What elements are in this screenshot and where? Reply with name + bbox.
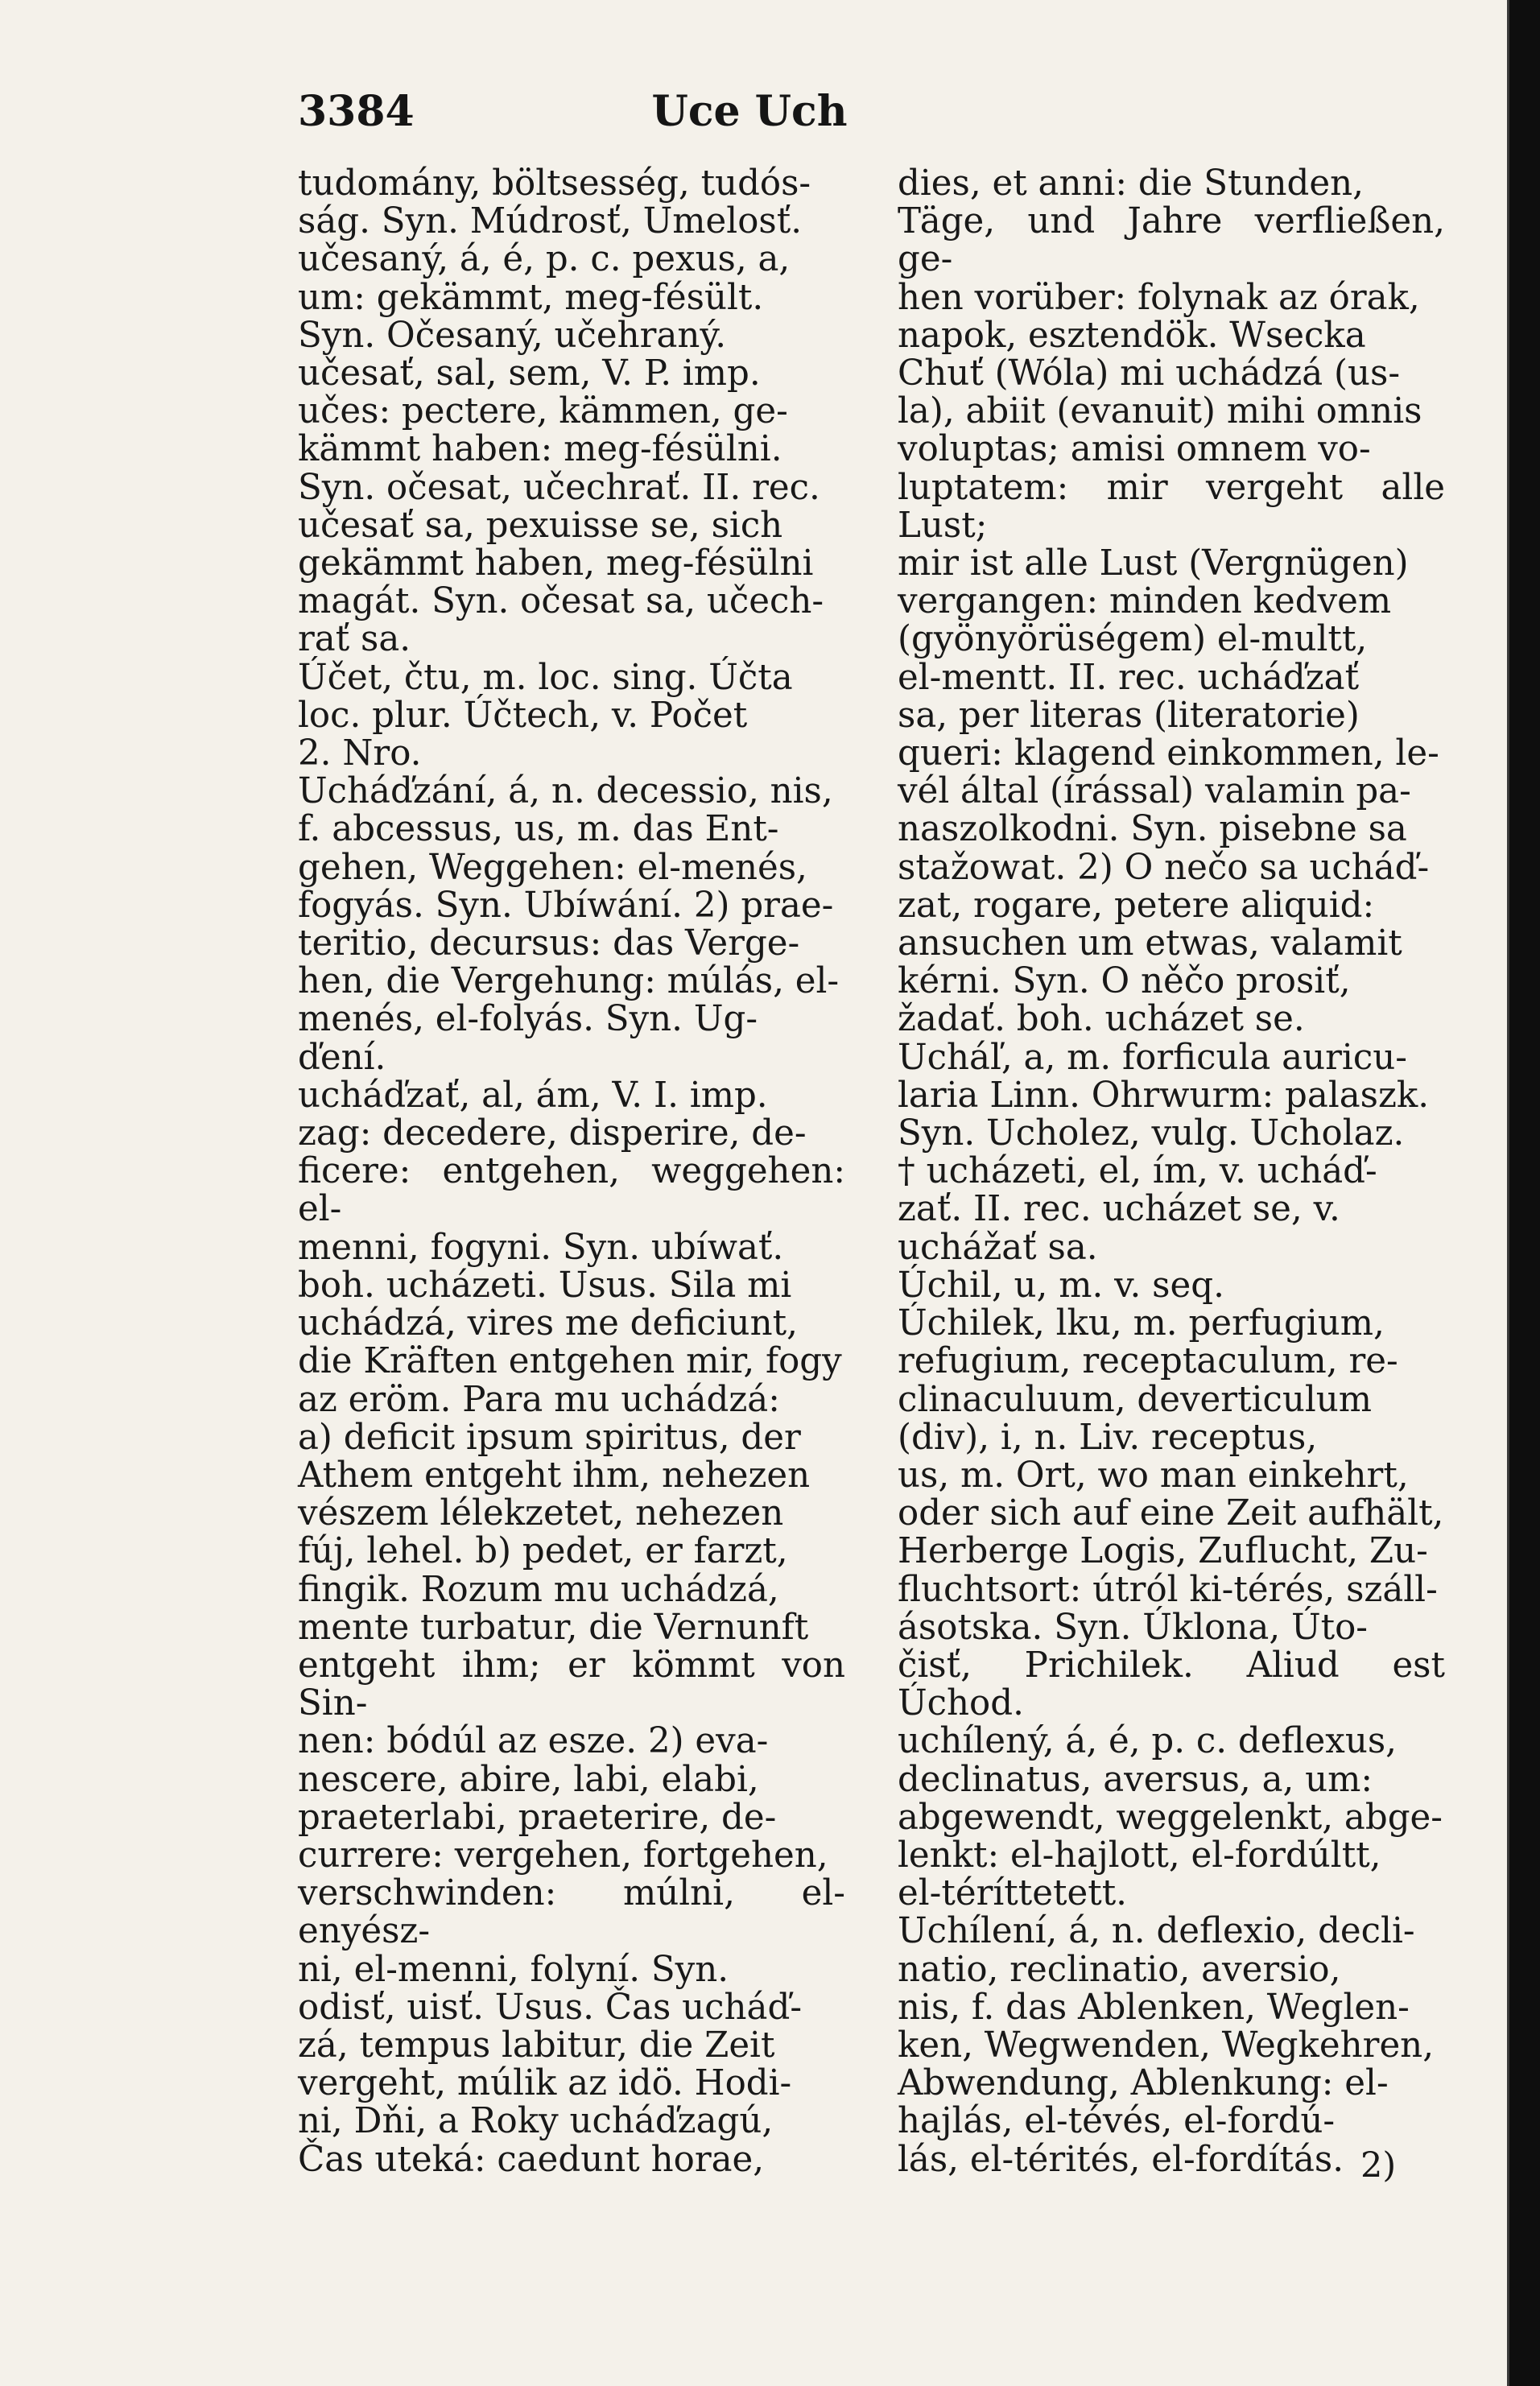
text-line: mente turbatur, die Vernunft: [298, 1607, 809, 1648]
text-line: žadať. boh. ucházet se.: [898, 999, 1305, 1040]
text-line: f. abcessus, us, m. das Ent-: [298, 809, 779, 850]
text-line: verschwinden: múlni, el-enyész-: [298, 1873, 845, 1952]
text-line: fingik. Rozum mu uchádzá,: [298, 1569, 779, 1610]
page-header: [298, 87, 1201, 143]
text-line: (div), i, n. Liv. receptus,: [898, 1417, 1318, 1458]
text-line: hen vorüber: folynak az órak,: [898, 277, 1420, 318]
text-line: stažowat. 2) O nečo sa ucháď-: [898, 847, 1430, 888]
text-line: la), abiit (evanuit) mihi omnis: [898, 391, 1422, 432]
text-line: mir ist alle Lust (Vergnügen): [898, 543, 1409, 584]
text-line: Syn. Ucholez, vulg. Ucholaz.: [898, 1113, 1405, 1154]
catchword: 2): [1360, 2145, 1397, 2186]
text-line: † ucházeti, el, ím, v. ucháď-: [898, 1151, 1377, 1192]
text-line: ásotska. Syn. Úklona, Úto-: [898, 1607, 1369, 1648]
text-line: natio, reclinatio, aversio,: [898, 1949, 1341, 1990]
text-line: Chuť (Wóla) mi uchádzá (us-: [898, 353, 1401, 394]
text-line: vergeht, múlik az idö. Hodi-: [298, 2063, 792, 2104]
text-line: kérni. Syn. O něčo prosiť,: [898, 961, 1351, 1002]
text-line: magát. Syn. očesat sa, učech-: [298, 581, 824, 622]
text-line: fluchtsort: útról ki-térés, száll-: [898, 1569, 1438, 1610]
text-line: gekämmt haben, meg-fésülni: [298, 543, 814, 584]
page-edge-dark: [1507, 0, 1540, 2386]
text-line: zá, tempus labitur, die Zeit: [298, 2025, 775, 2066]
running-head: Uce Uch: [651, 87, 848, 136]
text-line: napok, esztendök. Wsecka: [898, 315, 1366, 356]
text-line: Herberge Logis, Zuflucht, Zu-: [898, 1531, 1428, 1572]
text-line: nescere, abire, labi, elabi,: [298, 1759, 759, 1800]
text-line: odisť, uisť. Usus. Čas ucháď-: [298, 1987, 803, 2028]
text-line: el-téríttetett.: [898, 1873, 1128, 1914]
text-line: menés, el-folyás. Syn. Ug-: [298, 999, 758, 1040]
text-line: zat, rogare, petere aliquid:: [898, 885, 1375, 926]
text-line: laria Linn. Ohrwurm: palaszk.: [898, 1075, 1430, 1116]
text-line: Abwendung, Ablenkung: el-: [898, 2063, 1389, 2104]
text-line: vészem lélekzetet, nehezen: [298, 1493, 784, 1534]
text-line: refugium, receptaculum, re-: [898, 1341, 1398, 1382]
text-line: 2. Nro.: [298, 733, 422, 774]
text-line: ság. Syn. Múdrosť, Umelosť.: [298, 201, 803, 242]
text-line: Ucháďzání, á, n. decessio, nis,: [298, 771, 833, 812]
text-line: nis, f. das Ablenken, Weglen-: [898, 1987, 1410, 2028]
text-line: Úchilek, lku, m. perfugium,: [898, 1303, 1385, 1344]
text-line: Uchílení, á, n. deflexio, decli-: [898, 1911, 1415, 1952]
text-line: entgeht ihm; er kömmt von Sin-: [298, 1645, 845, 1724]
text-line: učesať sa, pexuisse se, sich: [298, 505, 783, 546]
text-line: uchádzá, vires me deficiunt,: [298, 1303, 798, 1344]
text-line: uchílený, á, é, p. c. deflexus,: [898, 1721, 1397, 1762]
text-line: oder sich auf eine Zeit aufhält,: [898, 1493, 1444, 1534]
text-line: učes: pectere, kämmen, ge-: [298, 391, 788, 432]
text-line: declinatus, aversus, a, um:: [898, 1759, 1373, 1800]
text-line: Účet, čtu, m. loc. sing. Účta: [298, 657, 793, 698]
text-line: praeterlabi, praeterire, de-: [298, 1797, 777, 1838]
right-column: [898, 165, 1445, 2179]
text-line: Athem entgeht ihm, nehezen: [298, 1455, 811, 1496]
text-line: zať. II. rec. ucházet se, v.: [898, 1189, 1340, 1230]
text-line: ni, el-menni, folyní. Syn.: [298, 1949, 729, 1990]
text-line: učesaný, á, é, p. c. pexus, a,: [298, 239, 791, 280]
text-line: ni, Dňi, a Roky ucháďzagú,: [298, 2101, 774, 2142]
text-line: teritio, decursus: das Verge-: [298, 923, 800, 964]
text-line: zag: decedere, disperire, de-: [298, 1113, 807, 1154]
text-line: a) deficit ipsum spiritus, der: [298, 1417, 801, 1458]
text-line: ficere: entgehen, weggehen: el-: [298, 1151, 845, 1230]
text-line: naszolkodni. Syn. pisebne sa: [898, 809, 1407, 850]
text-line: uchážať sa.: [898, 1227, 1098, 1268]
text-line: el-mentt. II. rec. ucháďzať: [898, 657, 1360, 698]
text-line: voluptas; amisi omnem vo-: [898, 429, 1371, 470]
text-line: luptatem: mir vergeht alle Lust;: [898, 467, 1445, 546]
text-line: lás, el-térités, el-fordítás.: [898, 2139, 1344, 2180]
text-line: Syn. Očesaný, učehraný.: [298, 315, 727, 356]
text-line: sa, per literas (literatorie): [898, 695, 1360, 736]
text-line: hajlás, el-tévés, el-fordú-: [898, 2101, 1336, 2142]
text-line: učesať, sal, sem, V. P. imp.: [298, 353, 761, 394]
text-line: rať sa.: [298, 619, 411, 660]
text-line: abgewendt, weggelenkt, abge-: [898, 1797, 1443, 1838]
text-line: kämmt haben: meg-fésülni.: [298, 429, 782, 470]
text-line: nen: bódúl az esze. 2) eva-: [298, 1721, 769, 1762]
text-line: loc. plur. Účtech, v. Počet: [298, 695, 748, 736]
text-line: čisť, Prichilek. Aliud est Úchod.: [898, 1645, 1445, 1724]
text-line: vél által (írással) valamin pa-: [898, 771, 1411, 812]
text-line: ďení.: [298, 1037, 386, 1078]
text-line: fúj, lehel. b) pedet, er farzt,: [298, 1531, 788, 1572]
text-line: Čas uteká: caedunt horae,: [298, 2139, 765, 2180]
text-line: um: gekämmt, meg-fésült.: [298, 277, 764, 318]
page-number: 3384: [298, 87, 415, 136]
text-line: Ucháľ, a, m. forficula auricu-: [898, 1037, 1407, 1078]
text-line: tudomány, böltsesség, tudós-: [298, 163, 811, 204]
text-line: Syn. očesat, učechrať. II. rec.: [298, 467, 820, 508]
text-line: Täge, und Jahre verfließen, ge-: [898, 201, 1445, 280]
text-line: die Kräften entgehen mir, fogy: [298, 1341, 842, 1382]
text-line: ucháďzať, al, ám, V. I. imp.: [298, 1075, 768, 1116]
text-line: ken, Wegwenden, Wegkehren,: [898, 2025, 1435, 2066]
text-line: clinaculuum, deverticulum: [898, 1379, 1373, 1420]
text-line: us, m. Ort, wo man einkehrt,: [898, 1455, 1409, 1496]
text-line: lenkt: el-hajlott, el-fordúltt,: [898, 1835, 1381, 1876]
text-line: hen, die Vergehung: múlás, el-: [298, 961, 840, 1002]
text-line: vergangen: minden kedvem: [898, 581, 1392, 622]
text-line: Úchil, u, m. v. seq.: [898, 1265, 1224, 1306]
text-line: fogyás. Syn. Ubíwání. 2) prae-: [298, 885, 834, 926]
text-line: dies, et anni: die Stunden,: [898, 163, 1364, 204]
text-line: az eröm. Para mu uchádzá:: [298, 1379, 780, 1420]
text-line: boh. ucházeti. Usus. Sila mi: [298, 1265, 792, 1306]
text-line: ansuchen um etwas, valamit: [898, 923, 1402, 964]
text-line: queri: klagend einkommen, le-: [898, 733, 1439, 774]
text-line: menni, fogyni. Syn. ubíwať.: [298, 1227, 784, 1268]
text-line: gehen, Weggehen: el-menés,: [298, 847, 807, 888]
left-column: [298, 165, 845, 2179]
text-line: (gyönyörüségem) el-multt,: [898, 619, 1368, 660]
text-line: currere: vergehen, fortgehen,: [298, 1835, 828, 1876]
